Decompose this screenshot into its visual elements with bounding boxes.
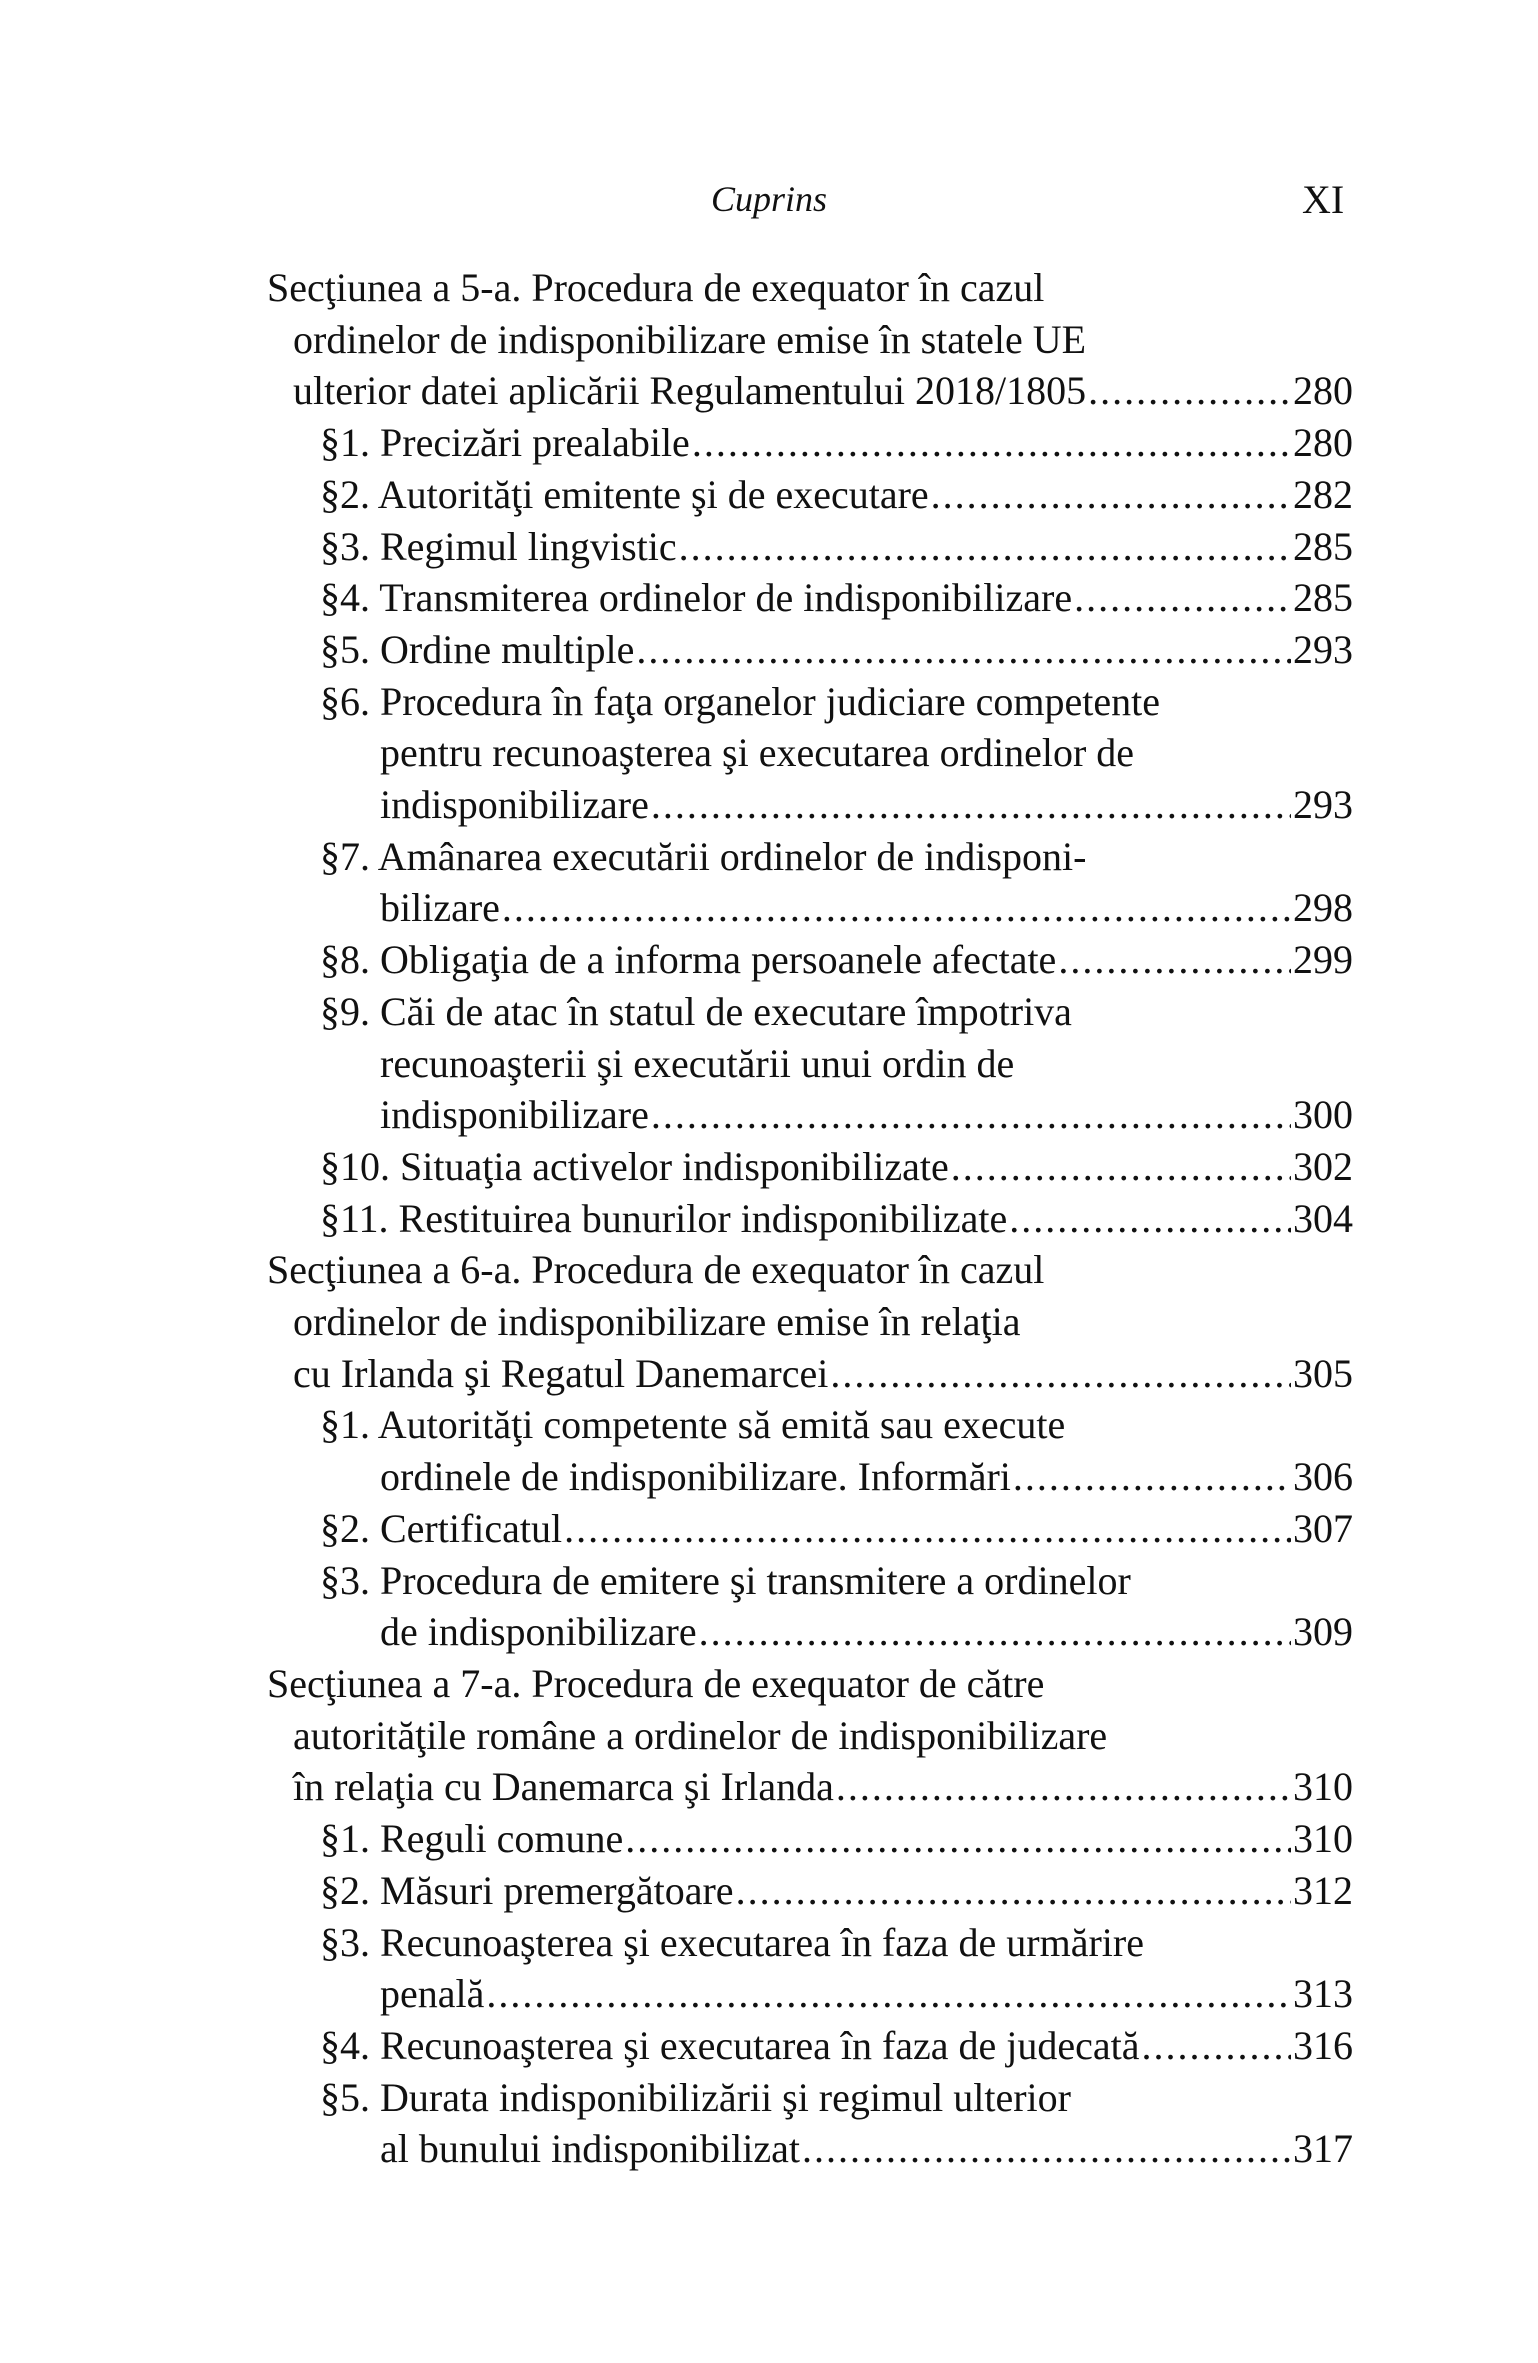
toc-section-entry[interactable] — [267, 1658, 1353, 1813]
toc-entry-title: §6. Procedura în faţa organelor judiciare competente — [320, 678, 1161, 724]
toc-paragraph-entry[interactable] — [267, 676, 1353, 831]
toc-line — [267, 1296, 1353, 1348]
toc-paragraph-entry[interactable] — [267, 1555, 1353, 1658]
toc-entry-title: §9. Căi de atac în statul de executare împotriva — [320, 988, 1072, 1034]
dot-leader — [486, 1968, 1291, 2020]
toc-page-number: 307 — [1293, 1505, 1353, 1551]
toc-line — [267, 1658, 1353, 1710]
toc-paragraph-entry[interactable] — [267, 1193, 1353, 1245]
toc-entry-title: recunoaşterii şi executării unui ordin de — [380, 1040, 1015, 1086]
toc-paragraph-entry[interactable] — [267, 831, 1353, 934]
toc-entry-title: §10. Situaţia activelor indisponibilizate — [320, 1143, 949, 1189]
toc-page-number: 293 — [1293, 782, 1353, 828]
toc-paragraph-entry[interactable] — [267, 1865, 1353, 1917]
toc-line — [267, 1193, 1353, 1245]
toc-line — [267, 1865, 1353, 1917]
dot-leader — [692, 417, 1291, 469]
toc-line — [267, 727, 1353, 779]
dot-leader — [802, 2123, 1291, 2175]
toc-line — [267, 1555, 1353, 1607]
toc-line — [267, 624, 1353, 676]
toc-page-number: 299 — [1293, 937, 1353, 983]
toc-entry-title: §3. Regimul lingvistic — [320, 523, 677, 569]
toc-line — [267, 1038, 1353, 1090]
dot-leader — [931, 469, 1291, 521]
toc-entry-title: §2. Autorităţi emitente şi de executare — [320, 471, 929, 517]
toc-page-number: 293 — [1293, 626, 1353, 672]
dot-leader — [951, 1141, 1291, 1193]
toc-line — [267, 986, 1353, 1038]
toc-line — [267, 469, 1353, 521]
toc-line — [267, 262, 1353, 314]
toc-paragraph-entry[interactable] — [267, 2072, 1353, 2175]
dot-leader — [1088, 365, 1291, 417]
toc-paragraph-entry[interactable] — [267, 1141, 1353, 1193]
dot-leader — [651, 1089, 1291, 1141]
toc-page-number: 309 — [1293, 1609, 1353, 1655]
dot-leader — [1013, 1451, 1291, 1503]
toc-paragraph-entry[interactable] — [267, 624, 1353, 676]
toc-line — [267, 1606, 1353, 1658]
toc-paragraph-entry[interactable] — [267, 417, 1353, 469]
toc-paragraph-entry[interactable] — [267, 2020, 1353, 2072]
dot-leader — [830, 1348, 1291, 1400]
toc-entry-title: §7. Amânarea executării ordinelor de indisponi- — [320, 833, 1087, 879]
toc-section-entry[interactable] — [267, 262, 1353, 417]
table-of-contents — [267, 262, 1353, 2175]
dot-leader — [679, 521, 1291, 573]
toc-paragraph-entry[interactable] — [267, 934, 1353, 986]
toc-paragraph-entry[interactable] — [267, 1399, 1353, 1502]
toc-line — [267, 365, 1353, 417]
toc-page-number: 316 — [1293, 2022, 1353, 2068]
toc-entry-title: în relaţia cu Danemarca şi Irlanda — [293, 1764, 834, 1810]
toc-entry-title: §5. Durata indisponibilizării şi regimul ulterior — [320, 2074, 1071, 2120]
toc-line — [267, 934, 1353, 986]
toc-page-number: 312 — [1293, 1867, 1353, 1913]
toc-page-number: 285 — [1293, 523, 1353, 569]
toc-entry-title: §1. Precizări prealabile — [320, 420, 690, 466]
toc-page-number: 310 — [1293, 1764, 1353, 1810]
toc-line — [267, 417, 1353, 469]
toc-line — [267, 2123, 1353, 2175]
toc-entry-title: al bunului indisponibilizat — [380, 2126, 800, 2172]
toc-entry-title: Secţiunea a 7-a. Procedura de exequator de către — [267, 1660, 1045, 1706]
toc-page-number: 317 — [1293, 2126, 1353, 2172]
dot-leader — [736, 1865, 1291, 1917]
toc-paragraph-entry[interactable] — [267, 572, 1353, 624]
toc-paragraph-entry[interactable] — [267, 986, 1353, 1141]
toc-page-number: 300 — [1293, 1092, 1353, 1138]
toc-line — [267, 1089, 1353, 1141]
toc-entry-title: §2. Măsuri premergătoare — [320, 1867, 734, 1913]
dot-leader — [636, 624, 1291, 676]
toc-section-entry[interactable] — [267, 1244, 1353, 1399]
toc-entry-title: §2. Certificatul — [320, 1505, 563, 1551]
toc-paragraph-entry[interactable] — [267, 1503, 1353, 1555]
toc-page-number: 306 — [1293, 1454, 1353, 1500]
toc-entry-title: §5. Ordine multiple — [320, 626, 635, 672]
toc-page-number: 310 — [1293, 1816, 1353, 1862]
running-header-title: Cuprins — [710, 179, 828, 219]
dot-leader — [836, 1761, 1291, 1813]
toc-page-number: 280 — [1293, 368, 1353, 414]
toc-line — [267, 779, 1353, 831]
toc-entry-title: indisponibilizare — [380, 1092, 649, 1138]
dot-leader — [625, 1813, 1291, 1865]
toc-entry-title: indisponibilizare — [380, 782, 649, 828]
dot-leader — [1009, 1193, 1291, 1245]
toc-entry-title: ordinelor de indisponibilizare emise în relaţia — [293, 1299, 1021, 1345]
toc-entry-title: §1. Autorităţi competente să emită sau execute — [320, 1402, 1066, 1448]
toc-line — [267, 1244, 1353, 1296]
toc-entry-title: Secţiunea a 6-a. Procedura de exequator în cazul — [267, 1247, 1045, 1293]
dot-leader — [1142, 2020, 1291, 2072]
toc-line — [267, 1813, 1353, 1865]
toc-page-number: 298 — [1293, 885, 1353, 931]
page-number: XI — [1302, 177, 1345, 222]
toc-entry-title: ordinelor de indisponibilizare emise în statele UE — [293, 316, 1087, 362]
toc-entry-title: pentru recunoaşterea şi executarea ordinelor de — [380, 730, 1135, 776]
toc-page-number: 280 — [1293, 420, 1353, 466]
toc-line — [267, 314, 1353, 366]
toc-line — [267, 1399, 1353, 1451]
toc-entry-title: penală — [380, 1971, 485, 2017]
toc-entry-title: ulterior datei aplicării Regulamentului 2018/1805 — [293, 368, 1087, 414]
toc-page-number: 302 — [1293, 1143, 1353, 1189]
toc-page-number: 304 — [1293, 1195, 1353, 1241]
toc-line — [267, 831, 1353, 883]
toc-line — [267, 521, 1353, 573]
toc-line — [267, 1968, 1353, 2020]
toc-line — [267, 1503, 1353, 1555]
toc-entry-title: §3. Procedura de emitere şi transmitere a ordinelor — [320, 1557, 1131, 1603]
toc-line — [267, 1348, 1353, 1400]
toc-page-number: 313 — [1293, 1971, 1353, 2017]
toc-entry-title: bilizare — [380, 885, 500, 931]
toc-line — [267, 1917, 1353, 1969]
dot-leader — [502, 882, 1291, 934]
toc-line — [267, 572, 1353, 624]
toc-paragraph-entry[interactable] — [267, 1917, 1353, 2020]
dot-leader — [564, 1503, 1291, 1555]
toc-entry-title: autorităţile române a ordinelor de indisponibilizare — [293, 1712, 1108, 1758]
toc-page-number: 285 — [1293, 575, 1353, 621]
toc-entry-title: §1. Reguli comune — [320, 1816, 624, 1862]
dot-leader — [1058, 934, 1291, 986]
toc-paragraph-entry[interactable] — [267, 469, 1353, 521]
toc-paragraph-entry[interactable] — [267, 1813, 1353, 1865]
toc-entry-title: ordinele de indisponibilizare. Informări — [380, 1454, 1011, 1500]
toc-line — [267, 882, 1353, 934]
toc-page-number: 282 — [1293, 471, 1353, 517]
toc-line — [267, 2072, 1353, 2124]
dot-leader — [651, 779, 1291, 831]
toc-entry-title: §8. Obligaţia de a informa persoanele afectate — [320, 937, 1057, 983]
toc-line — [267, 1761, 1353, 1813]
toc-entry-title: §3. Recunoaşterea şi executarea în faza de urmărire — [320, 1919, 1144, 1965]
dot-leader — [699, 1606, 1291, 1658]
toc-line — [267, 2020, 1353, 2072]
dot-leader — [1074, 572, 1291, 624]
toc-entry-title: §4. Recunoaşterea şi executarea în faza de judecată — [320, 2022, 1140, 2068]
toc-line — [267, 1141, 1353, 1193]
toc-page-number: 305 — [1293, 1350, 1353, 1396]
toc-entry-title: de indisponibilizare — [380, 1609, 697, 1655]
toc-line — [267, 676, 1353, 728]
toc-paragraph-entry[interactable] — [267, 521, 1353, 573]
toc-entry-title: Secţiunea a 5-a. Procedura de exequator în cazul — [267, 265, 1045, 310]
toc-line — [267, 1451, 1353, 1503]
toc-entry-title: cu Irlanda şi Regatul Danemarcei — [293, 1350, 829, 1396]
toc-entry-title: §4. Transmiterea ordinelor de indisponibilizare — [320, 575, 1073, 621]
toc-line — [267, 1710, 1353, 1762]
toc-entry-title: §11. Restituirea bunurilor indisponibilizate — [320, 1195, 1008, 1241]
